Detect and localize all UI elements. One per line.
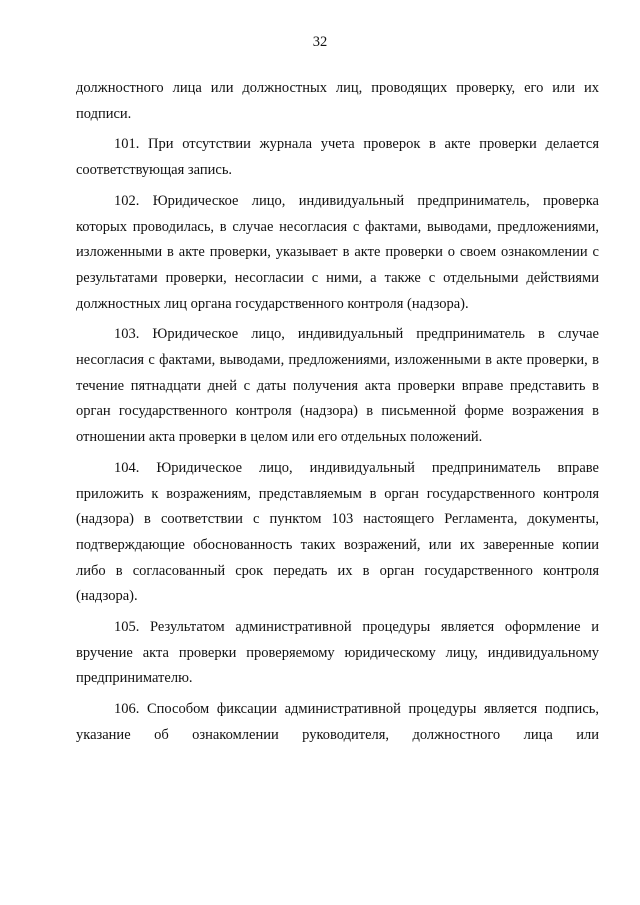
paragraph-103: 103. Юридическое лицо, индивидуальный предприниматель в случае несогласия с фактами, выводами, предложениями, изложенными в акте проверки, в течение пятнадцати дней с даты получения акта проверки вправе представить в орган государственного контроля (надзора) в письменной форме возражения в отношении акта проверки в целом или его отдельных положений.	[76, 326, 599, 446]
paragraph-104: 104. Юридическое лицо, индивидуальный предприниматель вправе приложить к возражениям, представляемым в орган государственного контроля (надзора) в соответствии с пунктом 103 настоящего Регламента, документы, подтверждающие обоснованность таких возражений, или их заверенные копии либо в согласованный срок передать их в орган государственного контроля (надзора).	[76, 459, 599, 605]
page-number: 32	[312, 34, 328, 50]
paragraph-continuation: должностного лица или должностных лиц, проводящих проверку, его или их подписи.	[76, 80, 599, 122]
paragraph-102: 102. Юридическое лицо, индивидуальный предприниматель, проверка которых проводилась, в случае несогласия с фактами, выводами, предложениями, изложенными в акте проверки, указывает в акте проверки о своем ознакомлении с результатами проверки, несогласии с ними, а также с отдельными действиями должностных лиц органа государственного контроля (надзора).	[76, 192, 599, 312]
paragraph-106: 106. Способом фиксации административной процедуры является подпись, указание об ознакомлении руководителя, должностного лица или	[76, 701, 599, 743]
paragraph-101: 101. При отсутствии журнала учета проверок в акте проверки делается соответствующая запись.	[76, 136, 599, 179]
document-body	[76, 76, 599, 754]
paragraph-105: 105. Результатом административной процедуры является оформление и вручение акта проверки проверяемому юридическому лицу, индивидуальному предпринимателю.	[76, 619, 599, 687]
